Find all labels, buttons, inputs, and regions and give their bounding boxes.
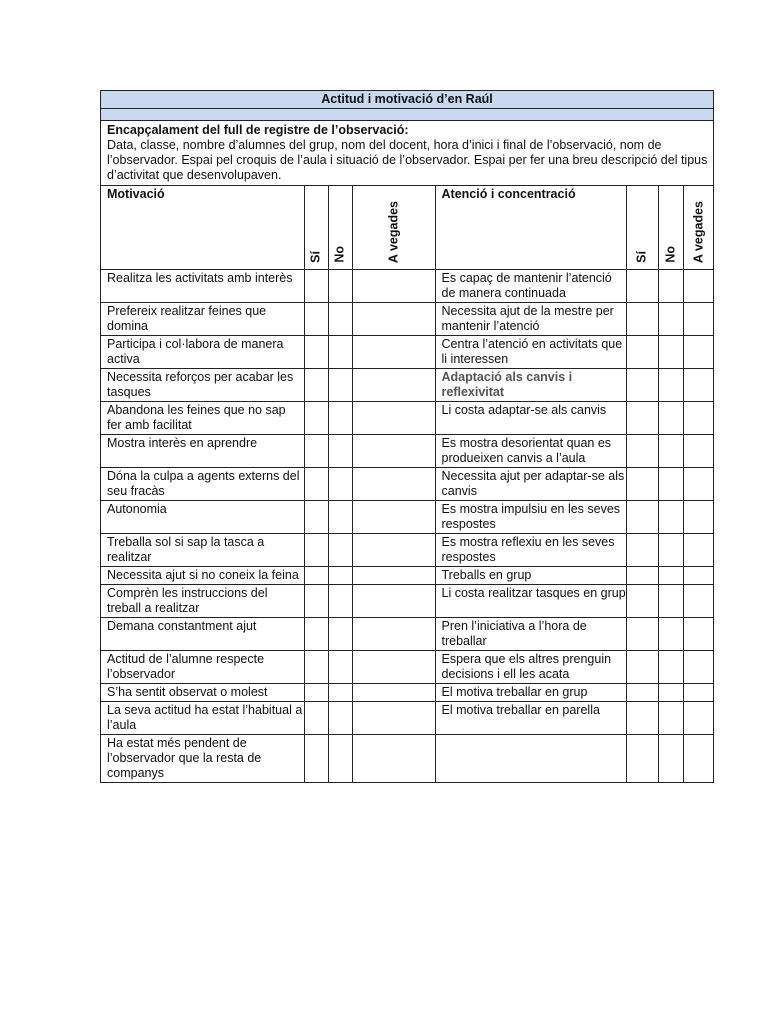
left-col-no-label: No: [332, 246, 347, 263]
left-yes-cell[interactable]: [304, 534, 328, 567]
right-yes-cell[interactable]: [626, 270, 658, 303]
right-sometimes-cell[interactable]: [684, 501, 714, 534]
right-col-yes-header: [626, 186, 658, 270]
left-no-cell[interactable]: [328, 534, 352, 567]
right-item: Pren l’iniciativa a l’hora de treballar: [435, 618, 626, 651]
left-no-cell[interactable]: [328, 435, 352, 468]
left-no-cell[interactable]: [328, 735, 352, 783]
right-no-cell[interactable]: [658, 270, 683, 303]
left-yes-cell[interactable]: [304, 369, 328, 402]
left-col-no-header: [328, 186, 352, 270]
table-row: [101, 651, 714, 684]
left-item: Ha estat més pendent de l’observador que la resta de companys: [101, 735, 305, 783]
right-item: Es mostra desorientat quan es produeixen canvis a l’aula: [435, 435, 626, 468]
left-no-cell[interactable]: [328, 303, 352, 336]
left-item: La seva actitud ha estat l’habitual a l’aula: [101, 702, 305, 735]
left-no-cell[interactable]: [328, 336, 352, 369]
right-sometimes-cell[interactable]: [684, 702, 714, 735]
right-item: Li costa adaptar-se als canvis: [435, 402, 626, 435]
left-yes-cell[interactable]: [304, 270, 328, 303]
left-no-cell[interactable]: [328, 618, 352, 651]
right-no-cell[interactable]: [658, 534, 683, 567]
right-item: Treballs en grup: [435, 567, 626, 585]
right-item: Es capaç de mantenir l’atenció de manera continuada: [435, 270, 626, 303]
table-row: [101, 567, 714, 585]
left-no-cell[interactable]: [328, 684, 352, 702]
right-yes-cell[interactable]: [626, 534, 658, 567]
right-no-cell[interactable]: [658, 435, 683, 468]
blank-band-row: [101, 109, 714, 121]
right-yes-cell[interactable]: [626, 501, 658, 534]
motivation-heading: Motivació: [101, 186, 305, 270]
table-row: [101, 684, 714, 702]
table-row: [101, 618, 714, 651]
left-item: Treballa sol si sap la tasca a realitzar: [101, 534, 305, 567]
left-no-cell[interactable]: [328, 651, 352, 684]
right-yes-cell[interactable]: [626, 684, 658, 702]
right-item: Es mostra reflexiu en les seves respostes: [435, 534, 626, 567]
right-sometimes-cell[interactable]: [684, 684, 714, 702]
left-sometimes-cell[interactable]: [352, 702, 435, 735]
right-yes-cell[interactable]: [626, 369, 658, 402]
right-col-yes-label: Sí: [634, 251, 649, 263]
title-row: [101, 91, 714, 109]
left-item: Actitud de l’alumne respecte l’observador: [101, 651, 305, 684]
right-sometimes-cell[interactable]: [684, 618, 714, 651]
left-item: Abandona les feines que no sap fer amb facilitat: [101, 402, 305, 435]
right-sometimes-cell[interactable]: [684, 336, 714, 369]
left-item: Necessita reforços per acabar les tasques: [101, 369, 305, 402]
left-no-cell[interactable]: [328, 702, 352, 735]
observation-table: [100, 90, 714, 783]
left-no-cell[interactable]: [328, 369, 352, 402]
right-item: Centra l’atenció en activitats que li interessen: [435, 336, 626, 369]
table-row: [101, 702, 714, 735]
right-item: El motiva treballar en grup: [435, 684, 626, 702]
right-no-cell[interactable]: [658, 618, 683, 651]
left-yes-cell[interactable]: [304, 501, 328, 534]
left-item: Mostra interès en aprendre: [101, 435, 305, 468]
left-item: Comprèn les instruccions del treball a realitzar: [101, 585, 305, 618]
right-item: El motiva treballar en parella: [435, 702, 626, 735]
left-col-sometimes-header: [352, 186, 435, 270]
right-yes-cell[interactable]: [626, 618, 658, 651]
right-yes-cell[interactable]: [626, 402, 658, 435]
right-col-no-header: [658, 186, 683, 270]
right-no-cell[interactable]: [658, 735, 683, 783]
right-no-cell[interactable]: [658, 468, 683, 501]
left-no-cell[interactable]: [328, 468, 352, 501]
left-col-yes-label: Sí: [308, 251, 323, 263]
right-no-cell[interactable]: [658, 336, 683, 369]
right-sometimes-cell[interactable]: [684, 567, 714, 585]
left-item: S’ha sentit observat o molest: [101, 684, 305, 702]
right-yes-cell[interactable]: [626, 735, 658, 783]
right-no-cell[interactable]: [658, 684, 683, 702]
left-yes-cell[interactable]: [304, 651, 328, 684]
left-item: Autonomia: [101, 501, 305, 534]
right-sometimes-cell[interactable]: [684, 534, 714, 567]
right-sometimes-cell[interactable]: [684, 435, 714, 468]
right-item: Necessita ajut per adaptar-se als canvis: [435, 468, 626, 501]
table-title: Actitud i motivació d’en Raúl: [101, 91, 714, 109]
observation-sheet: [100, 90, 714, 783]
right-no-cell[interactable]: [658, 303, 683, 336]
right-yes-cell[interactable]: [626, 468, 658, 501]
left-sometimes-cell[interactable]: [352, 435, 435, 468]
left-yes-cell[interactable]: [304, 618, 328, 651]
right-item: [435, 735, 626, 783]
left-item: Realitza les activitats amb interès: [101, 270, 305, 303]
right-col-sometimes-header: [684, 186, 714, 270]
right-yes-cell[interactable]: [626, 585, 658, 618]
left-sometimes-cell[interactable]: [352, 303, 435, 336]
right-item: Li costa realitzar tasques en grup: [435, 585, 626, 618]
right-sometimes-cell[interactable]: [684, 735, 714, 783]
right-col-no-label: No: [663, 246, 678, 263]
left-yes-cell[interactable]: [304, 567, 328, 585]
table-row: [101, 369, 714, 402]
right-sometimes-cell[interactable]: [684, 402, 714, 435]
right-yes-cell[interactable]: [626, 336, 658, 369]
left-sometimes-cell[interactable]: [352, 336, 435, 369]
right-yes-cell[interactable]: [626, 702, 658, 735]
table-row: [101, 435, 714, 468]
left-sometimes-cell[interactable]: [352, 735, 435, 783]
right-no-cell[interactable]: [658, 501, 683, 534]
left-no-cell[interactable]: [328, 585, 352, 618]
left-sometimes-cell[interactable]: [352, 585, 435, 618]
left-sometimes-cell[interactable]: [352, 534, 435, 567]
right-item: Es mostra impulsiu en les seves respostes: [435, 501, 626, 534]
right-sometimes-cell[interactable]: [684, 468, 714, 501]
header-block: [101, 121, 714, 186]
table-row: [101, 336, 714, 369]
header-block-title: Encapçalament del full de registre de l’observació:: [107, 123, 409, 137]
left-no-cell[interactable]: [328, 501, 352, 534]
left-yes-cell[interactable]: [304, 402, 328, 435]
left-item: Demana constantment ajut: [101, 618, 305, 651]
table-row: [101, 501, 714, 534]
right-item: Espera que els altres prenguin decisions i ell les acata: [435, 651, 626, 684]
table-row: [101, 303, 714, 336]
left-sometimes-cell[interactable]: [352, 651, 435, 684]
right-no-cell[interactable]: [658, 402, 683, 435]
table-row: [101, 468, 714, 501]
left-sometimes-cell[interactable]: [352, 402, 435, 435]
right-sometimes-cell[interactable]: [684, 270, 714, 303]
right-sometimes-cell[interactable]: [684, 585, 714, 618]
right-yes-cell[interactable]: [626, 303, 658, 336]
left-sometimes-cell[interactable]: [352, 501, 435, 534]
left-yes-cell[interactable]: [304, 336, 328, 369]
left-item: Prefereix realitzar feines que domina: [101, 303, 305, 336]
right-item: Necessita ajut de la mestre per mantenir l’atenció: [435, 303, 626, 336]
left-no-cell[interactable]: [328, 402, 352, 435]
table-row: [101, 585, 714, 618]
right-col-sometimes-label: A vegades: [691, 200, 706, 263]
right-sometimes-cell[interactable]: [684, 369, 714, 402]
left-sometimes-cell[interactable]: [352, 618, 435, 651]
left-yes-cell[interactable]: [304, 684, 328, 702]
table-row: [101, 735, 714, 783]
right-subheading: Adaptació als canvis i reflexivitat: [435, 369, 626, 402]
right-no-cell[interactable]: [658, 369, 683, 402]
table-row: [101, 270, 714, 303]
left-no-cell[interactable]: [328, 567, 352, 585]
left-col-sometimes-label: A vegades: [386, 200, 401, 263]
right-yes-cell[interactable]: [626, 435, 658, 468]
right-yes-cell[interactable]: [626, 567, 658, 585]
right-no-cell[interactable]: [658, 651, 683, 684]
left-yes-cell[interactable]: [304, 735, 328, 783]
right-no-cell[interactable]: [658, 567, 683, 585]
section-header-row: [101, 186, 714, 270]
left-yes-cell[interactable]: [304, 702, 328, 735]
left-yes-cell[interactable]: [304, 585, 328, 618]
left-sometimes-cell[interactable]: [352, 567, 435, 585]
left-yes-cell[interactable]: [304, 468, 328, 501]
left-yes-cell[interactable]: [304, 303, 328, 336]
right-no-cell[interactable]: [658, 702, 683, 735]
blank-band: [101, 109, 714, 121]
header-block-body: Data, classe, nombre d’alumnes del grup, nom del docent, hora d’inici i final de l’observació, nom de l’observador. Espai pel croquis de l’aula i situació de l’observador. Espai per fer una breu descripció del tipus d’activitat que desenvolupaven.: [107, 138, 708, 182]
left-yes-cell[interactable]: [304, 435, 328, 468]
table-row: [101, 402, 714, 435]
left-item: Dóna la culpa a agents externs del seu fracàs: [101, 468, 305, 501]
left-sometimes-cell[interactable]: [352, 369, 435, 402]
table-row: [101, 534, 714, 567]
left-item: Participa i col·labora de manera activa: [101, 336, 305, 369]
left-no-cell[interactable]: [328, 270, 352, 303]
left-col-yes-header: [304, 186, 328, 270]
right-sometimes-cell[interactable]: [684, 303, 714, 336]
right-yes-cell[interactable]: [626, 651, 658, 684]
right-sometimes-cell[interactable]: [684, 651, 714, 684]
left-sometimes-cell[interactable]: [352, 684, 435, 702]
left-sometimes-cell[interactable]: [352, 270, 435, 303]
header-block-row: [101, 121, 714, 186]
left-sometimes-cell[interactable]: [352, 468, 435, 501]
attention-heading: Atenció i concentració: [435, 186, 626, 270]
left-item: Necessita ajut si no coneix la feina: [101, 567, 305, 585]
right-no-cell[interactable]: [658, 585, 683, 618]
